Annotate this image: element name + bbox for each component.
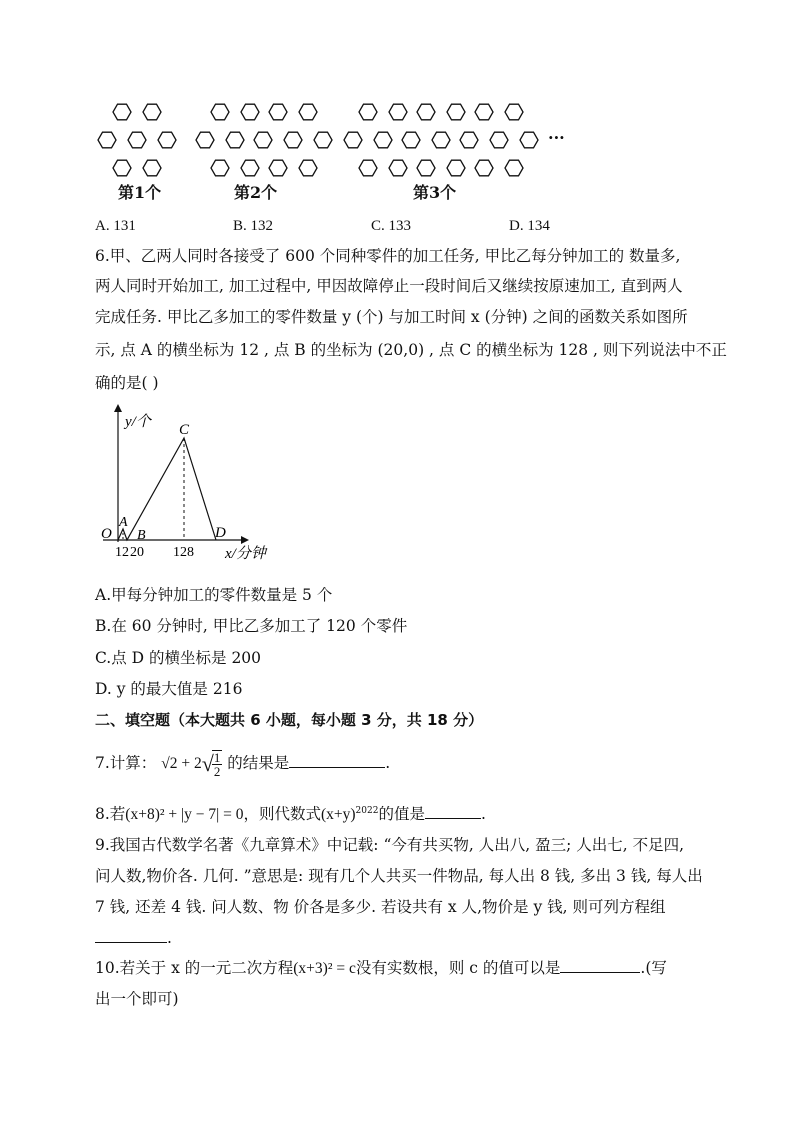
q8-mid: ，则代数式 xyxy=(243,805,321,824)
q5-option-c: C. 133 xyxy=(371,218,412,234)
q6-line-3: 完成任务. 甲比乙多加工的零件数量 y (个) 与加工时间 x (分钟) 之间的函数关系如图所 xyxy=(95,308,688,326)
q7-answer-blank[interactable] xyxy=(289,767,385,768)
q10-expr: (x+3)² = c xyxy=(293,960,356,977)
q8 xyxy=(95,800,715,826)
hexagon xyxy=(113,160,131,176)
q10-mid: 没有实数根，则 c 的值可以是 xyxy=(355,959,561,977)
q6-line-2: 两人同时开始加工, 加工过程中, 甲因故障停止一段时间后又继续按原速加工, 直到两人 xyxy=(95,277,683,295)
hexagon xyxy=(241,104,259,120)
hexagons xyxy=(98,104,538,176)
hexagon xyxy=(447,160,465,176)
tick-20: 20 xyxy=(130,545,144,560)
hexagon xyxy=(143,104,161,120)
section-heading-fill-blank: 二、填空题（本大题共 6 小题，每小题 3 分，共 18 分） xyxy=(95,711,484,729)
q7-frac-num: 1 xyxy=(213,750,221,765)
q7-prefix: 7.计算： xyxy=(95,754,157,772)
hexagon xyxy=(254,132,272,148)
caption-1: 第1个 xyxy=(118,183,162,202)
hexagon-pattern-figure xyxy=(95,100,595,180)
q8-end: . xyxy=(480,805,486,824)
q8-suffix: 的值是 xyxy=(378,805,425,824)
q10-suffix: .(写 xyxy=(640,959,667,977)
hexagon xyxy=(520,132,538,148)
hexagon xyxy=(505,104,523,120)
q6-function-graph xyxy=(95,402,285,562)
hexagon xyxy=(269,160,287,176)
hexagon xyxy=(389,104,407,120)
x-axis-label: x/分钟 xyxy=(225,546,266,562)
hexagon xyxy=(389,160,407,176)
q7-frac-den: 2 xyxy=(213,764,221,779)
hexagon xyxy=(98,132,116,148)
q5-option-d: D. 134 xyxy=(509,218,550,234)
q8-exponent: 2022 xyxy=(355,806,379,816)
hexagon xyxy=(211,104,229,120)
hexagon xyxy=(211,160,229,176)
hexagon xyxy=(475,104,493,120)
q7 xyxy=(95,750,715,778)
hexagon xyxy=(269,104,287,120)
q5-option-a: A. 131 xyxy=(95,218,136,234)
y-axis-arrow xyxy=(114,404,122,412)
q7-suffix: 的结果是 xyxy=(227,754,290,772)
hexagon xyxy=(505,160,523,176)
hexagon xyxy=(344,132,362,148)
q8-answer-blank[interactable] xyxy=(425,818,481,819)
q9-line-1: 9.我国古代数学名著《九章算术》中记载: “今有共买物, 人出八, 盈三; 人出七, 不足四, xyxy=(95,836,685,854)
ellipsis: ··· xyxy=(548,128,565,147)
hexagon xyxy=(299,104,317,120)
q6-option-b: B.在 60 分钟时, 甲比乙多加工了 120 个零件 xyxy=(95,617,408,635)
hexagon xyxy=(432,132,450,148)
hexagon xyxy=(314,132,332,148)
q8-expr: (x+8)² + |y − 7| = 0 xyxy=(125,806,244,824)
caption-3: 第3个 xyxy=(413,183,457,202)
x-axis-arrow xyxy=(241,536,249,544)
hexagon xyxy=(402,132,420,148)
graph-line xyxy=(118,438,216,540)
q6-option-c: C.点 D 的横坐标是 200 xyxy=(95,649,262,667)
hexagon xyxy=(374,132,392,148)
q10-answer-blank[interactable] xyxy=(560,972,640,973)
q9-end: . xyxy=(167,929,172,947)
point-d-label: D xyxy=(215,525,226,541)
q8-expr2: (x+y) xyxy=(320,806,356,824)
point-b-label: B xyxy=(137,528,146,543)
q9-answer-blank[interactable] xyxy=(95,926,167,943)
point-a-label: A xyxy=(119,515,128,530)
hexagon xyxy=(226,132,244,148)
hexagon xyxy=(241,160,259,176)
hexagon xyxy=(299,160,317,176)
origin-label: O xyxy=(101,526,112,542)
hexagon xyxy=(143,160,161,176)
y-axis-label: y/个 xyxy=(125,414,151,430)
hexagon xyxy=(359,104,377,120)
hexagon xyxy=(417,160,435,176)
q5-option-b: B. 132 xyxy=(233,218,274,234)
q7-expr: √2 + 2 xyxy=(161,755,202,772)
q9-answer-line xyxy=(95,926,715,949)
tick-12: 12 xyxy=(115,545,129,560)
q7-end: . xyxy=(385,754,391,772)
q9-line-2: 问人数,物价各. 几何. ”意思是: 现有几个人共买一件物品, 每人出 8 钱, 多出 3 钱, 每人出 xyxy=(95,867,703,885)
hexagon xyxy=(359,160,377,176)
hexagon xyxy=(460,132,478,148)
caption-2: 第2个 xyxy=(234,183,278,202)
q9-line-3: 7 钱, 还差 4 钱. 问人数、物 价各是多少. 若设共有 x 人,物价是 y 钱, 则可列方程组 xyxy=(95,898,666,916)
q7-fraction xyxy=(212,750,223,778)
hexagon xyxy=(196,132,214,148)
point-c-label: C xyxy=(179,422,190,438)
q7-root-sign: √ xyxy=(201,751,214,776)
hexagon xyxy=(417,104,435,120)
q6-line-1: 6.甲、乙两人同时各接受了 600 个同种零件的加工任务, 甲比乙每分钟加工的 数量多, xyxy=(95,247,681,265)
hexagon xyxy=(447,104,465,120)
q10-line-2: 出一个即可) xyxy=(95,990,179,1008)
q10-line-1 xyxy=(95,957,715,980)
hexagon xyxy=(128,132,146,148)
q6-option-a: A.甲每分钟加工的零件数量是 5 个 xyxy=(95,586,333,604)
hexagon xyxy=(113,104,131,120)
hexagon xyxy=(284,132,302,148)
q6-line-4: 示, 点 A 的横坐标为 12 , 点 B 的坐标为 (20,0) , 点 C 的横坐标为 128 , 则下列说法中不正 xyxy=(95,341,727,359)
tick-128: 128 xyxy=(173,545,194,560)
q10-prefix: 10.若关于 x 的一元二次方程 xyxy=(95,959,294,977)
q8-prefix: 8.若 xyxy=(95,805,126,824)
q6-line-5: 确的是( ) xyxy=(95,374,159,392)
q6-option-d: D. y 的最大值是 216 xyxy=(95,680,243,698)
hexagon xyxy=(158,132,176,148)
hexagon xyxy=(490,132,508,148)
hexagon xyxy=(475,160,493,176)
